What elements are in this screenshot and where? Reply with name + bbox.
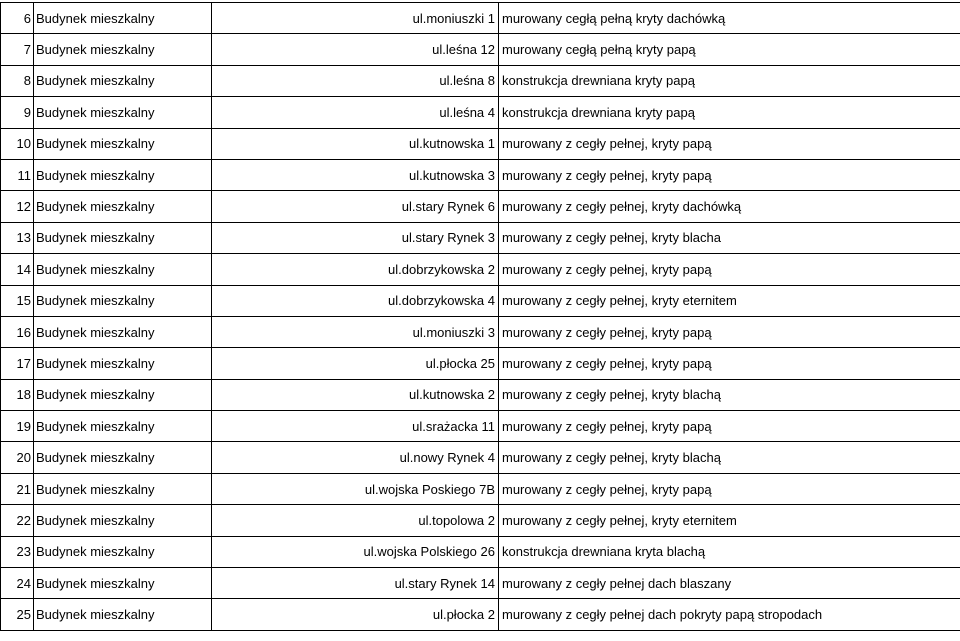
address-cell: ul.wojska Polskiego 26 [212,536,499,567]
address-cell: ul.topolowa 2 [212,505,499,536]
address-cell: ul.moniuszki 3 [212,316,499,347]
building-type-cell: Budynek mieszkalny [34,568,212,599]
address-cell: ul.srażacka 11 [212,411,499,442]
description-cell: murowany z cegły pełnej dach blaszany [499,568,960,599]
building-type-cell: Budynek mieszkalny [34,159,212,190]
row-number-cell: 23 [1,536,34,567]
building-type-cell: Budynek mieszkalny [34,348,212,379]
description-cell: murowany z cegły pełnej, kryty papą [499,316,960,347]
description-cell: murowany cegłą pełną kryty papą [499,34,960,65]
description-cell: murowany z cegły pełnej, kryty blachą [499,442,960,473]
description-cell: murowany z cegły pełnej, kryty papą [499,254,960,285]
description-cell: murowany z cegły pełnej, kryty papą [499,128,960,159]
description-cell: murowany z cegły pełnej, kryty papą [499,473,960,504]
table-row [1,411,960,442]
building-type-cell: Budynek mieszkalny [34,505,212,536]
table-row [1,3,960,34]
row-number-cell: 25 [1,599,34,630]
row-number-cell: 22 [1,505,34,536]
table-row [1,65,960,96]
building-type-cell: Budynek mieszkalny [34,65,212,96]
row-number-cell: 6 [1,3,34,34]
description-cell: murowany z cegły pełnej dach pokryty papą stropodach [499,599,960,630]
address-cell: ul.stary Rynek 3 [212,222,499,253]
address-cell: ul.moniuszki 1 [212,3,499,34]
description-cell: murowany z cegły pełnej, kryty papą [499,348,960,379]
building-type-cell: Budynek mieszkalny [34,599,212,630]
row-number-cell: 19 [1,411,34,442]
address-cell: ul.dobrzykowska 4 [212,285,499,316]
address-cell: ul.nowy Rynek 4 [212,442,499,473]
row-number-cell: 13 [1,222,34,253]
row-number-cell: 10 [1,128,34,159]
table-row [1,34,960,65]
address-cell: ul.stary Rynek 6 [212,191,499,222]
row-number-cell: 20 [1,442,34,473]
building-type-cell: Budynek mieszkalny [34,536,212,567]
description-cell: konstrukcja drewniana kryty papą [499,65,960,96]
table-row [1,568,960,599]
description-cell: konstrukcja drewniana kryty papą [499,97,960,128]
row-number-cell: 15 [1,285,34,316]
address-cell: ul.stary Rynek 14 [212,568,499,599]
description-cell: murowany z cegły pełnej, kryty blacha [499,222,960,253]
table-row [1,536,960,567]
row-number-cell: 21 [1,473,34,504]
building-type-cell: Budynek mieszkalny [34,222,212,253]
description-cell: murowany cegłą pełną kryty dachówką [499,3,960,34]
row-number-cell: 16 [1,316,34,347]
table-row [1,473,960,504]
address-cell: ul.leśna 12 [212,34,499,65]
row-number-cell: 8 [1,65,34,96]
building-type-cell: Budynek mieszkalny [34,254,212,285]
table-row [1,599,960,630]
row-number-cell: 18 [1,379,34,410]
building-type-cell: Budynek mieszkalny [34,128,212,159]
building-type-cell: Budynek mieszkalny [34,316,212,347]
table-row [1,191,960,222]
address-cell: ul.płocka 25 [212,348,499,379]
row-number-cell: 11 [1,159,34,190]
building-type-cell: Budynek mieszkalny [34,34,212,65]
table-row [1,316,960,347]
row-number-cell: 24 [1,568,34,599]
description-cell: murowany z cegły pełnej, kryty blachą [499,379,960,410]
building-type-cell: Budynek mieszkalny [34,473,212,504]
address-cell: ul.kutnowska 2 [212,379,499,410]
description-cell: murowany z cegły pełnej, kryty eternitem [499,285,960,316]
description-cell: murowany z cegły pełnej, kryty dachówką [499,191,960,222]
table-row [1,159,960,190]
table-row [1,97,960,128]
description-cell: konstrukcja drewniana kryta blachą [499,536,960,567]
address-cell: ul.kutnowska 1 [212,128,499,159]
description-cell: murowany z cegły pełnej, kryty eternitem [499,505,960,536]
address-cell: ul.leśna 8 [212,65,499,96]
table-row [1,442,960,473]
building-type-cell: Budynek mieszkalny [34,191,212,222]
buildings-table-body [1,3,960,631]
table-row [1,128,960,159]
table-row [1,505,960,536]
table-row [1,348,960,379]
row-number-cell: 14 [1,254,34,285]
address-cell: ul.leśna 4 [212,97,499,128]
table-row [1,222,960,253]
building-type-cell: Budynek mieszkalny [34,379,212,410]
address-cell: ul.wojska Poskiego 7B [212,473,499,504]
row-number-cell: 7 [1,34,34,65]
table-row [1,379,960,410]
table-row [1,254,960,285]
row-number-cell: 12 [1,191,34,222]
address-cell: ul.kutnowska 3 [212,159,499,190]
buildings-table [0,2,960,631]
address-cell: ul.płocka 2 [212,599,499,630]
building-type-cell: Budynek mieszkalny [34,442,212,473]
row-number-cell: 17 [1,348,34,379]
building-type-cell: Budynek mieszkalny [34,97,212,128]
description-cell: murowany z cegły pełnej, kryty papą [499,411,960,442]
description-cell: murowany z cegły pełnej, kryty papą [499,159,960,190]
building-type-cell: Budynek mieszkalny [34,3,212,34]
address-cell: ul.dobrzykowska 2 [212,254,499,285]
building-type-cell: Budynek mieszkalny [34,285,212,316]
table-row [1,285,960,316]
building-type-cell: Budynek mieszkalny [34,411,212,442]
row-number-cell: 9 [1,97,34,128]
